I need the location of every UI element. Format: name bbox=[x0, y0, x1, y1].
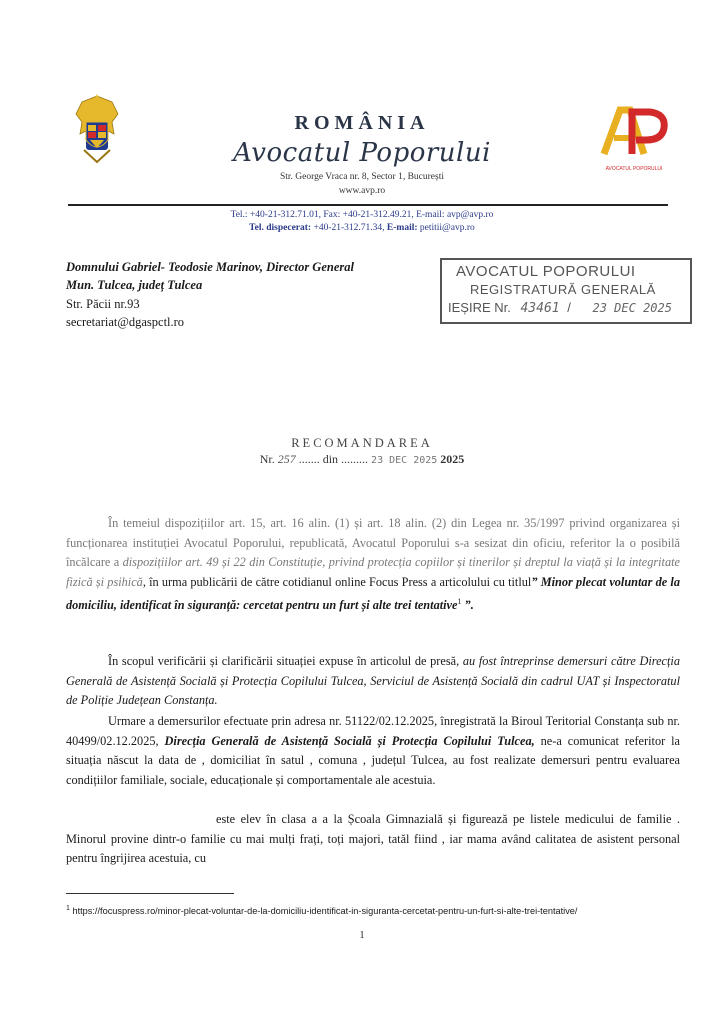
body-paragraph-3: Urmare a demersurilor efectuate prin adresa nr. 51122/02.12.2025, înregistrată la Biroul Teritorial Constanța sub nr. 40499/02.12.2025, Direcția Generală de Asistență Socială și Protecția Copilului Tulcea, ne-a comunicat referitor la situația născut la data de , domiciliat în satul , comuna , județul Tulcea, au fost realizate demersuri pentru evaluarea condițiilor familiale, sociale, educaționale și comportamentale ale acestuia. bbox=[66, 714, 681, 787]
rec-nr-label: Nr. bbox=[259, 452, 275, 466]
dispatch-label: Tel. dispecerat: bbox=[249, 223, 312, 233]
header-country: ROMÂNIA bbox=[294, 112, 430, 134]
header-divider bbox=[68, 204, 668, 206]
contact-line-1: Tel.: +40-21-312.71.01, Fax: +40-21-312.49.21, E-mail: avp@avp.ro bbox=[230, 210, 494, 220]
footnote-link[interactable]: https://focuspress.ro/minor-plecat-voluntar-de-la-domiciliu-identificat-in-siguranta-cercetat-pentru-un-furt-si-alte-trei-tentative/ bbox=[69, 906, 578, 917]
stamp-exit-label: IEȘIRE Nr. bbox=[448, 300, 511, 315]
addressee-city: Mun. Tulcea, județ Tulcea bbox=[66, 278, 203, 292]
registry-stamp bbox=[440, 258, 692, 324]
recommendation-number-line: Nr. 257 ....... din ......... 23 DEC 2025 2025 bbox=[259, 452, 465, 466]
stamp-exit-number: 43461 bbox=[520, 301, 560, 316]
page-number: 1 bbox=[359, 930, 365, 941]
addressee-email: secretariat@dgaspctl.ro bbox=[66, 315, 185, 329]
header-institution-name: Avocatul Poporului bbox=[233, 138, 491, 168]
stamp-exit-date: 23 DEC 2025 bbox=[592, 301, 672, 315]
rec-year: 2025 bbox=[440, 452, 465, 466]
footnote bbox=[66, 902, 680, 918]
rec-din-label: din bbox=[322, 452, 339, 466]
body-paragraph-1: În temeiul dispozițiilor art. 15, art. 16 alin. (1) și art. 18 alin. (2) din Legea nr. 35/1997 privind organizarea și funcționarea instituției Avocatul Poporului, republicată, Avocatul Poporului s-a sesizat din oficiu, referitor la o posibilă încălcare a dispozițiilor art. 49 și 22 din Constituție, privind protecția copiilor și tinerilor și dreptul la viață și la integritate fizică și psihică, în urma publicării de către cotidianul online Focus Press a articolului cu titlul” Minor plecat voluntar de la domiciliu, identificat în siguranță: cercetat pentru un furt și alte trei tentative$^1$ ”. bbox=[66, 516, 680, 613]
addressee-street: Str. Păcii nr.93 bbox=[66, 297, 140, 311]
dispatch-email: petitii@avp.ro bbox=[417, 223, 475, 233]
dispatch-phone: +40-21-312.71.34, bbox=[311, 223, 387, 233]
header-address: Str. George Vraca nr. 8, Sector 1, București bbox=[280, 172, 444, 182]
rec-date-stamp: 23 DEC 2025 bbox=[371, 455, 438, 466]
contact-line-2 bbox=[0, 223, 724, 233]
email-label: E-mail: bbox=[386, 223, 418, 233]
stamp-line-2: REGISTRATURĂ GENERALĂ bbox=[470, 282, 656, 297]
stamp-line-3: IEȘIRE Nr. 43461 / 23 DEC 2025 bbox=[448, 300, 672, 316]
ap-logo-icon bbox=[596, 102, 672, 160]
recommendation-title: RECOMANDAREA bbox=[291, 436, 433, 450]
stamp-line-1: AVOCATUL POPORULUI bbox=[456, 263, 636, 280]
body-paragraph-2: În scopul verificării și clarificării situației expuse în articolul de presă, au fost întreprinse demersuri către Direcția Generală de Asistență Socială și Protecția Copilului Tulcea, Serviciul de Asistență Socială din cadrul UAT și Inspectoratul de Poliție Județean Constanța. bbox=[66, 654, 680, 708]
footnote-divider bbox=[66, 893, 234, 894]
body-paragraph-4: este elev în clasa a a la Școala Gimnazială și figurează pe listele medicului de familie . Minorul provine dintr-o familie cu mai mulți frați, toți majori, tatăl fiind , iar mama având calitatea de asistent personal pentru îngrijirea acestuia, cu bbox=[66, 812, 680, 866]
rec-nr-value: 257 bbox=[277, 452, 296, 466]
header-website: www.avp.ro bbox=[338, 186, 386, 196]
logo-caption: AVOCATUL POPORULUI bbox=[605, 166, 663, 172]
avocatul-poporului-logo bbox=[596, 102, 672, 172]
addressee-name: Domnului Gabriel- Teodosie Marinov, Director General bbox=[66, 260, 354, 274]
footnote-number: 1 bbox=[66, 905, 70, 912]
